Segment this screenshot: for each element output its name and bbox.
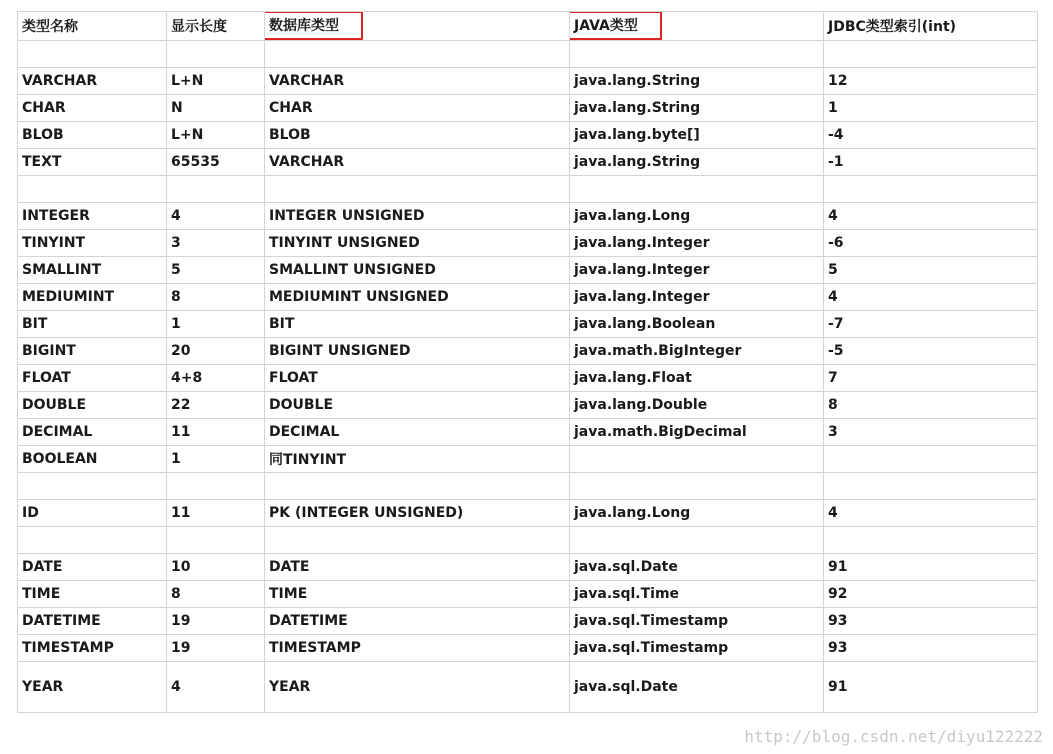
java-type-cell — [570, 41, 824, 68]
type-name-cell: TEXT — [18, 149, 167, 176]
java-type-cell — [570, 176, 824, 203]
type-name-cell: CHAR — [18, 95, 167, 122]
java-type-cell: java.lang.byte[] — [570, 122, 824, 149]
db-type-cell: TIMESTAMP — [265, 635, 570, 662]
java-type-cell: java.lang.Boolean — [570, 311, 824, 338]
db-type-highlight-box: 数据库类型 — [265, 12, 364, 40]
db-type-cell: CHAR — [265, 95, 570, 122]
display-length-cell: 22 — [167, 392, 265, 419]
db-type-cell: MEDIUMINT UNSIGNED — [265, 284, 570, 311]
type-name-cell: BIGINT — [18, 338, 167, 365]
java-type-cell — [570, 527, 824, 554]
db-type-cell — [265, 41, 570, 68]
java-type-cell: java.sql.Timestamp — [570, 635, 824, 662]
db-type-cell: DECIMAL — [265, 419, 570, 446]
table-row — [18, 68, 1038, 95]
display-length-cell: 8 — [167, 284, 265, 311]
db-type-cell: VARCHAR — [265, 68, 570, 95]
display-length-cell: 11 — [167, 419, 265, 446]
display-length-cell: 1 — [167, 446, 265, 473]
table-row — [18, 257, 1038, 284]
type-name-cell — [18, 41, 167, 68]
java-type-cell: java.lang.Double — [570, 392, 824, 419]
jdbc-index-cell: 8 — [824, 392, 1038, 419]
table-row — [18, 176, 1038, 203]
type-name-cell: DOUBLE — [18, 392, 167, 419]
type-name-cell: INTEGER — [18, 203, 167, 230]
jdbc-index-cell: -7 — [824, 311, 1038, 338]
db-type-cell: INTEGER UNSIGNED — [265, 203, 570, 230]
java-type-cell: java.math.BigInteger — [570, 338, 824, 365]
java-type-cell: java.sql.Date — [570, 554, 824, 581]
watermark-url: http://blog.csdn.net/diyu122222 — [744, 727, 1043, 746]
type-name-cell: TINYINT — [18, 230, 167, 257]
jdbc-index-cell: 4 — [824, 500, 1038, 527]
db-type-cell: BLOB — [265, 122, 570, 149]
type-name-cell: BLOB — [18, 122, 167, 149]
type-name-cell — [18, 473, 167, 500]
display-length-cell: 4+8 — [167, 365, 265, 392]
jdbc-index-cell: 3 — [824, 419, 1038, 446]
table-row — [18, 608, 1038, 635]
header-type-name: 类型名称 — [18, 12, 167, 41]
table-row — [18, 392, 1038, 419]
type-name-cell: DATETIME — [18, 608, 167, 635]
jdbc-index-cell: -1 — [824, 149, 1038, 176]
type-name-cell: TIME — [18, 581, 167, 608]
display-length-cell — [167, 41, 265, 68]
type-name-cell: BIT — [18, 311, 167, 338]
jdbc-index-cell — [824, 41, 1038, 68]
type-name-cell: FLOAT — [18, 365, 167, 392]
display-length-cell: 5 — [167, 257, 265, 284]
jdbc-index-cell — [824, 176, 1038, 203]
display-length-cell: N — [167, 95, 265, 122]
db-type-cell: 同TINYINT — [265, 446, 570, 473]
table-row — [18, 554, 1038, 581]
jdbc-index-cell: 5 — [824, 257, 1038, 284]
display-length-cell: L+N — [167, 68, 265, 95]
java-type-cell: java.lang.Integer — [570, 284, 824, 311]
header-jdbc-index: JDBC类型索引(int) — [824, 12, 1038, 41]
java-type-cell: java.lang.Float — [570, 365, 824, 392]
type-name-cell: SMALLINT — [18, 257, 167, 284]
type-name-cell: VARCHAR — [18, 68, 167, 95]
db-type-cell: TINYINT UNSIGNED — [265, 230, 570, 257]
java-type-cell: java.lang.Integer — [570, 230, 824, 257]
jdbc-index-cell: 92 — [824, 581, 1038, 608]
table-row — [18, 284, 1038, 311]
db-type-cell: YEAR — [265, 662, 570, 713]
jdbc-index-cell: 4 — [824, 203, 1038, 230]
db-type-cell — [265, 176, 570, 203]
type-name-cell: YEAR — [18, 662, 167, 713]
type-name-cell: MEDIUMINT — [18, 284, 167, 311]
table-row — [18, 230, 1038, 257]
db-type-cell: BIGINT UNSIGNED — [265, 338, 570, 365]
display-length-cell: 65535 — [167, 149, 265, 176]
db-type-cell: VARCHAR — [265, 149, 570, 176]
jdbc-index-cell: -4 — [824, 122, 1038, 149]
java-type-cell: java.sql.Date — [570, 662, 824, 713]
table-row — [18, 662, 1038, 713]
type-name-cell: BOOLEAN — [18, 446, 167, 473]
java-type-cell: java.lang.String — [570, 68, 824, 95]
display-length-cell — [167, 527, 265, 554]
table-row — [18, 500, 1038, 527]
type-name-cell — [18, 176, 167, 203]
jdbc-index-cell: 4 — [824, 284, 1038, 311]
header-display-length: 显示长度 — [167, 12, 265, 41]
jdbc-index-cell — [824, 473, 1038, 500]
jdbc-index-cell — [824, 446, 1038, 473]
jdbc-index-cell: 1 — [824, 95, 1038, 122]
jdbc-index-cell: -6 — [824, 230, 1038, 257]
java-type-cell: java.sql.Time — [570, 581, 824, 608]
java-type-cell: java.lang.Long — [570, 203, 824, 230]
java-type-highlight-box: JAVA类型 — [570, 12, 662, 40]
jdbc-index-cell: 91 — [824, 662, 1038, 713]
display-length-cell: 20 — [167, 338, 265, 365]
db-type-cell: PK (INTEGER UNSIGNED) — [265, 500, 570, 527]
jdbc-index-cell: 93 — [824, 608, 1038, 635]
db-type-cell: SMALLINT UNSIGNED — [265, 257, 570, 284]
display-length-cell: 11 — [167, 500, 265, 527]
db-type-cell: DATE — [265, 554, 570, 581]
table-row — [18, 41, 1038, 68]
type-name-cell: TIMESTAMP — [18, 635, 167, 662]
java-type-cell: java.sql.Timestamp — [570, 608, 824, 635]
jdbc-index-cell: 91 — [824, 554, 1038, 581]
table-row — [18, 635, 1038, 662]
db-type-cell: DOUBLE — [265, 392, 570, 419]
table-body — [18, 12, 1038, 713]
db-type-cell: BIT — [265, 311, 570, 338]
display-length-cell — [167, 473, 265, 500]
display-length-cell — [167, 176, 265, 203]
jdbc-index-cell: 12 — [824, 68, 1038, 95]
display-length-cell: 1 — [167, 311, 265, 338]
table-row — [18, 338, 1038, 365]
table-row — [18, 419, 1038, 446]
jdbc-index-cell: 93 — [824, 635, 1038, 662]
java-type-cell — [570, 473, 824, 500]
display-length-cell: L+N — [167, 122, 265, 149]
db-type-cell: TIME — [265, 581, 570, 608]
display-length-cell: 4 — [167, 662, 265, 713]
java-type-cell: java.lang.String — [570, 95, 824, 122]
display-length-cell: 10 — [167, 554, 265, 581]
db-type-cell — [265, 473, 570, 500]
jdbc-index-cell: -5 — [824, 338, 1038, 365]
table-row — [18, 446, 1038, 473]
jdbc-index-cell — [824, 527, 1038, 554]
type-name-cell — [18, 527, 167, 554]
header-java-type — [570, 12, 824, 41]
db-type-cell: FLOAT — [265, 365, 570, 392]
display-length-cell: 19 — [167, 608, 265, 635]
db-type-cell — [265, 527, 570, 554]
table-row — [18, 122, 1038, 149]
db-type-cell: DATETIME — [265, 608, 570, 635]
jdbc-index-cell: 7 — [824, 365, 1038, 392]
table-row — [18, 581, 1038, 608]
type-name-cell: DECIMAL — [18, 419, 167, 446]
display-length-cell: 8 — [167, 581, 265, 608]
table-row — [18, 149, 1038, 176]
type-name-cell: DATE — [18, 554, 167, 581]
display-length-cell: 4 — [167, 203, 265, 230]
table-row — [18, 365, 1038, 392]
java-type-cell — [570, 446, 824, 473]
table-row — [18, 527, 1038, 554]
table-row — [18, 203, 1038, 230]
java-type-cell: java.lang.Long — [570, 500, 824, 527]
java-type-cell: java.lang.String — [570, 149, 824, 176]
table-row — [18, 473, 1038, 500]
java-type-cell: java.lang.Integer — [570, 257, 824, 284]
table-row — [18, 95, 1038, 122]
display-length-cell: 3 — [167, 230, 265, 257]
type-name-cell: ID — [18, 500, 167, 527]
header-row — [18, 12, 1038, 41]
header-db-type — [265, 12, 570, 41]
table-row — [18, 311, 1038, 338]
type-mapping-table — [17, 11, 1038, 713]
display-length-cell: 19 — [167, 635, 265, 662]
java-type-cell: java.math.BigDecimal — [570, 419, 824, 446]
